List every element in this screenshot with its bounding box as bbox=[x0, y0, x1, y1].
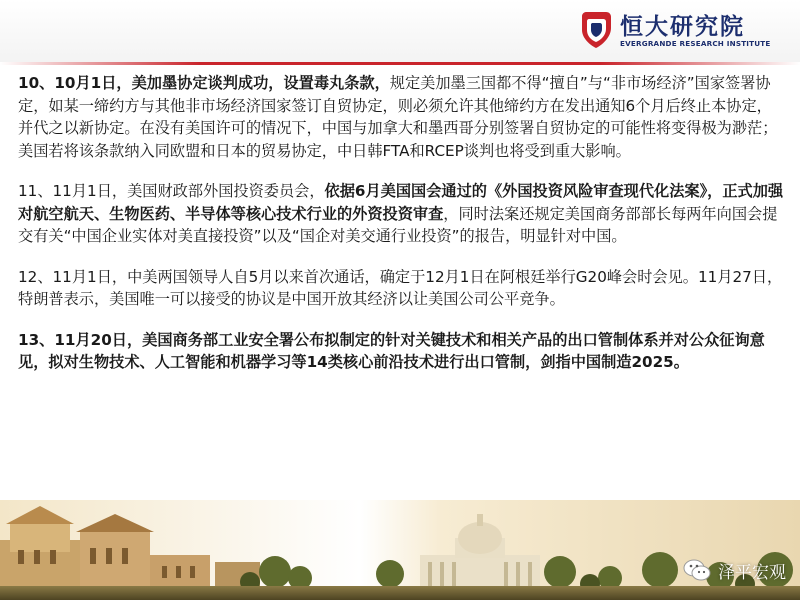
paragraph-segment: 11、11月1日，美国财政部外国投资委员会， bbox=[18, 182, 325, 200]
paragraph-11 bbox=[18, 180, 784, 248]
evergrande-logo-icon bbox=[578, 10, 614, 50]
footer-landscape-image bbox=[0, 500, 800, 600]
paragraph-segment: 规定美加墨三国都不得“擅自”与“非市场经济”国家签署协定，如某一缔约方与其他非市场经济国家签订自贸协定，则必须允许其他缔约方在发出通知6个月后终止本协定，并代之以新协定。在没有美国许可的情况下，中国与加拿大和墨西哥分别签署自贸协定的可能性将变得极为渺茫；美国若将该条款纳入同欧盟和日本的贸易协定，中日韩FTA和RCEP谈判也将受到重大影响。 bbox=[18, 74, 778, 160]
logo-subtitle: EVERGRANDE RESEARCH INSTITUTE bbox=[620, 39, 771, 48]
paragraph-12 bbox=[18, 266, 784, 311]
paragraph-10 bbox=[18, 72, 784, 162]
watermark-text: 泽平宏观 bbox=[718, 562, 786, 583]
paragraph-segment: 12、11月1日，中美两国领导人自5月以来首次通话，确定于12月1日在阿根廷举行G20峰会时会见。11月27日，特朗普表示，美国唯一可以接受的协议是中国开放其经济以让美国公司公平竞争。 bbox=[18, 267, 783, 308]
logo-title: 恒大研究院 bbox=[620, 14, 745, 40]
wechat-icon bbox=[682, 557, 712, 583]
paragraph-segment: 10、10月1日，美加墨协定谈判成功，设置毒丸条款， bbox=[18, 74, 390, 92]
landscape-illustration bbox=[0, 500, 800, 600]
paragraph-segment: 依据6月美国国会通过的《外国投资风险审查现代化法案》，正式加强对航空航天、生物医药、半导体等核心技术行业的外资投资审查 bbox=[18, 182, 784, 223]
paragraph-segment: 13、11月20日，美国商务部工业安全署公布拟制定的针对关键技术和相关产品的出口管制体系并对公众征询意见，拟对生物技术、人工智能和机器学习等14类核心前沿技术进行出口管制，剑指中国制造2025。 bbox=[18, 330, 765, 371]
header-divider bbox=[0, 62, 800, 65]
watermark bbox=[682, 555, 786, 585]
slide-content bbox=[18, 72, 784, 392]
paragraph-segment: ，同时法案还规定美国商务部部长每两年向国会提交有关“中国企业实体对美直接投资”以及“国企对美交通行业投资”的报告，明显针对中国。 bbox=[18, 204, 778, 245]
evergrande-logo bbox=[578, 8, 788, 56]
paragraph-13 bbox=[18, 329, 784, 374]
slide-header bbox=[0, 0, 800, 66]
